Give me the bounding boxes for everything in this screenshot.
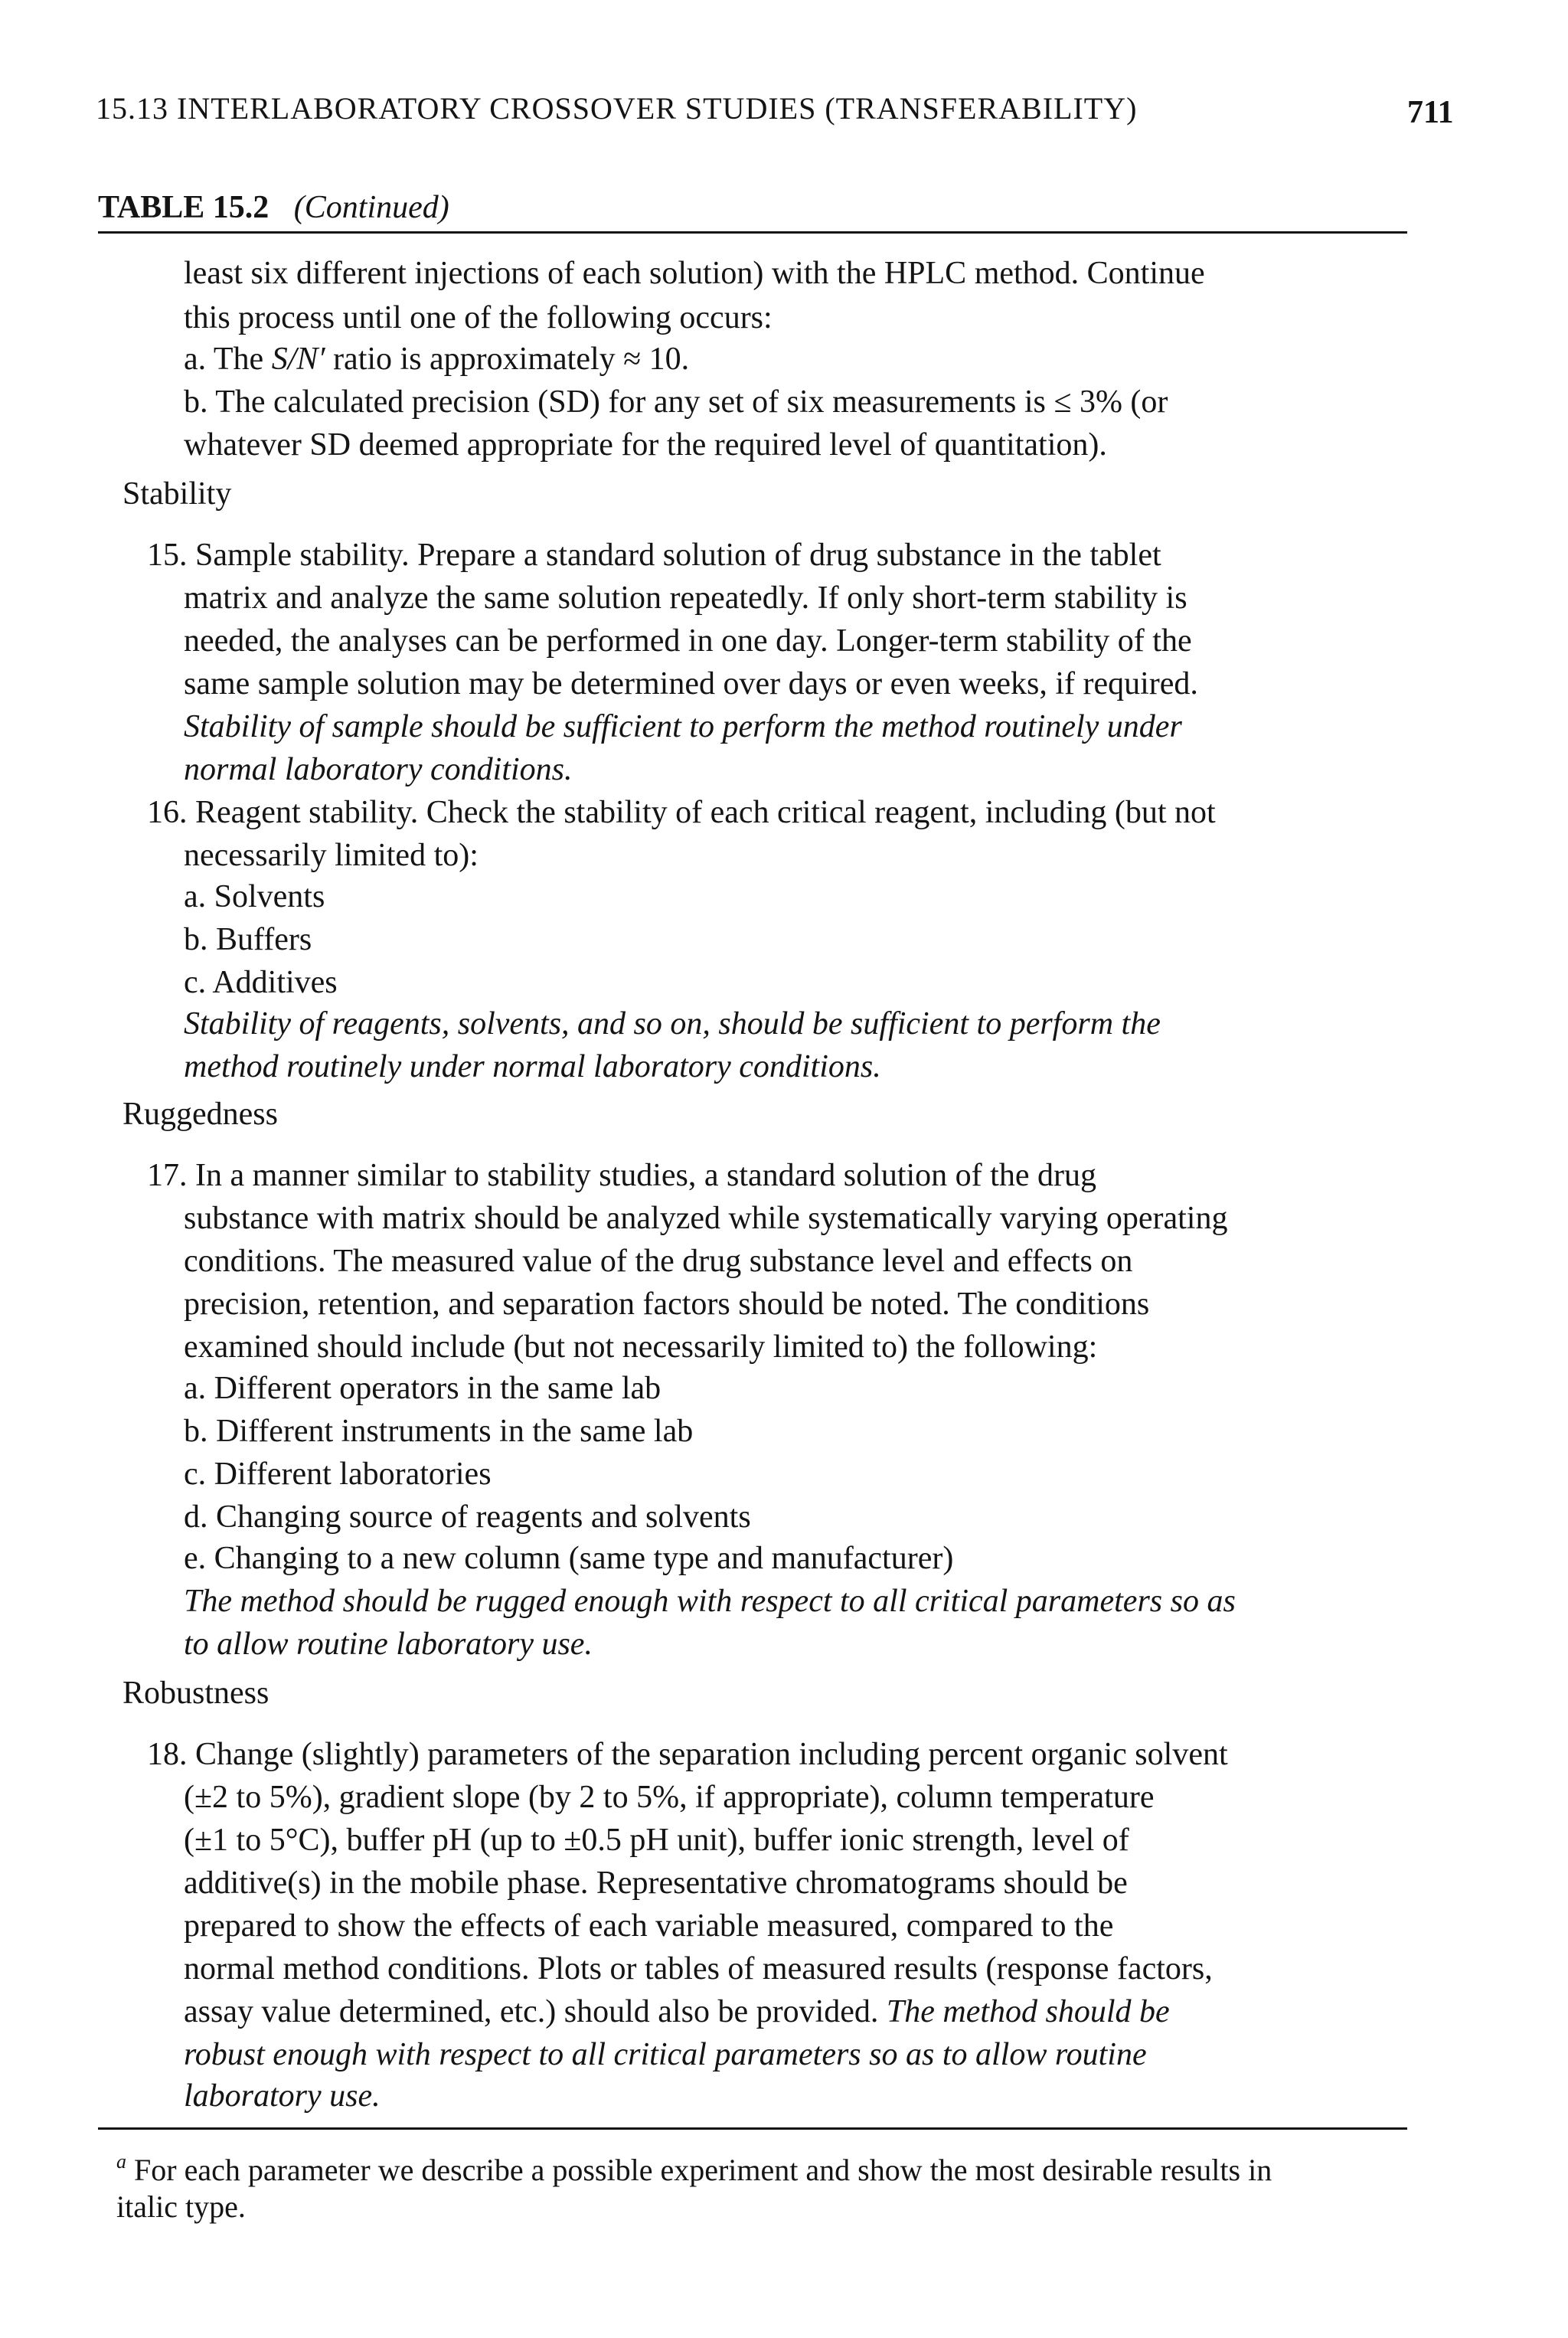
item-16-sub-b: b. Buffers — [184, 922, 312, 957]
footnote-marker: a — [116, 2150, 126, 2173]
item-18-result-line-2: laboratory use. — [184, 2078, 381, 2114]
item-18-line-6: normal method conditions. Plots or tables of measured results (response factors, — [184, 1951, 1213, 1986]
cont-line-1: least six different injections of each solution) with the HPLC method. Continue — [184, 256, 1205, 291]
item-15-line-1: 15. Sample stability. Prepare a standard solution of drug substance in the tablet — [147, 538, 1161, 573]
item-15-line-3: needed, the analyses can be performed in one day. Longer-term stability of the — [184, 623, 1192, 659]
footnote-line-1: $^a$ For each parameter we describe a possible experiment and show the most desirable results in — [116, 2150, 1272, 2187]
cont-item-b-line-1: b. The calculated precision (SD) for any set of six measurements is ≤ 3% (or — [184, 384, 1168, 420]
section-heading-robustness: Robustness — [122, 1676, 270, 1711]
item-18-line-7: assay value determined, etc.) should also be provided. The method should be — [184, 1994, 1170, 2029]
item-17-result-line-2: to allow routine laboratory use. — [184, 1627, 593, 1662]
table-continued: (Continued) — [293, 190, 449, 225]
item-18-line-1: 18. Change (slightly) parameters of the separation including percent organic solvent — [147, 1737, 1228, 1772]
item-17-line-3: conditions. The measured value of the drug substance level and effects on — [184, 1244, 1133, 1279]
footnote-line-2: italic type. — [116, 2189, 246, 2224]
item-15-result-line-2: normal laboratory conditions. — [184, 752, 573, 787]
section-heading-ruggedness: Ruggedness — [122, 1097, 278, 1132]
item-17-sub-e: e. Changing to a new column (same type and manufacturer) — [184, 1541, 954, 1576]
item-16-line-2: necessarily limited to): — [184, 838, 479, 873]
item-16-sub-a: a. Solvents — [184, 879, 325, 914]
item-17-sub-c: c. Different laboratories — [184, 1457, 492, 1492]
item-17-line-2: substance with matrix should be analyzed while systematically varying operating — [184, 1201, 1228, 1236]
running-header: 15.13 INTERLABORATORY CROSSOVER STUDIES (TRANSFERABILITY) — [96, 91, 1138, 126]
item-17-sub-d: d. Changing source of reagents and solvents — [184, 1499, 751, 1535]
item-18-line-2: (±2 to 5%), gradient slope (by 2 to 5%, if appropriate), column temperature — [184, 1780, 1155, 1815]
item-15-line-2: matrix and analyze the same solution repeatedly. If only short-term stability is — [184, 580, 1187, 616]
item-17-line-5: examined should include (but not necessarily limited to) the following: — [184, 1329, 1098, 1365]
item-17-result-line-1: The method should be rugged enough with respect to all critical parameters so as — [184, 1584, 1236, 1619]
item-15-result-line-1: Stability of sample should be sufficient to perform the method routinely under — [184, 709, 1182, 744]
item-17-sub-a: a. Different operators in the same lab — [184, 1371, 662, 1406]
section-heading-stability: Stability — [122, 476, 232, 512]
table-top-rule — [98, 231, 1407, 234]
item-15-line-4: same sample solution may be determined over days or even weeks, if required. — [184, 666, 1198, 701]
sn-ratio-symbol: S/N′ — [271, 342, 325, 377]
table-caption — [98, 191, 449, 224]
item-17-sub-b: b. Different instruments in the same lab — [184, 1414, 694, 1449]
item-18-line-5: prepared to show the effects of each variable measured, compared to the — [184, 1908, 1114, 1944]
item-16-line-1: 16. Reagent stability. Check the stability of each critical reagent, including (but not — [147, 795, 1216, 830]
item-18-result-line-1: robust enough with respect to all critical parameters so as to allow routine — [184, 2037, 1147, 2072]
item-16-result-line-1: Stability of reagents, solvents, and so on, should be sufficient to perform the — [184, 1006, 1161, 1041]
page-number: 711 — [1407, 95, 1454, 130]
item-17-line-4: precision, retention, and separation factors should be noted. The conditions — [184, 1287, 1150, 1322]
item-16-sub-c: c. Additives — [184, 965, 338, 1000]
item-18-line-3: (±1 to 5°C), buffer pH (up to ±0.5 pH unit), buffer ionic strength, level of — [184, 1823, 1129, 1858]
item-16-result-line-2: method routinely under normal laboratory conditions. — [184, 1049, 881, 1084]
cont-line-2: this process until one of the following occurs: — [184, 300, 773, 335]
cont-item-b-line-2: whatever SD deemed appropriate for the required level of quantitation). — [184, 427, 1107, 463]
cont-item-a: a. The S/N′ ratio is approximately ≈ 10. — [184, 342, 690, 377]
table-label: TABLE 15.2 — [98, 190, 270, 225]
item-17-line-1: 17. In a manner similar to stability studies, a standard solution of the drug — [147, 1158, 1096, 1193]
table-bottom-rule — [98, 2127, 1407, 2130]
item-18-line-4: additive(s) in the mobile phase. Representative chromatograms should be — [184, 1865, 1128, 1901]
